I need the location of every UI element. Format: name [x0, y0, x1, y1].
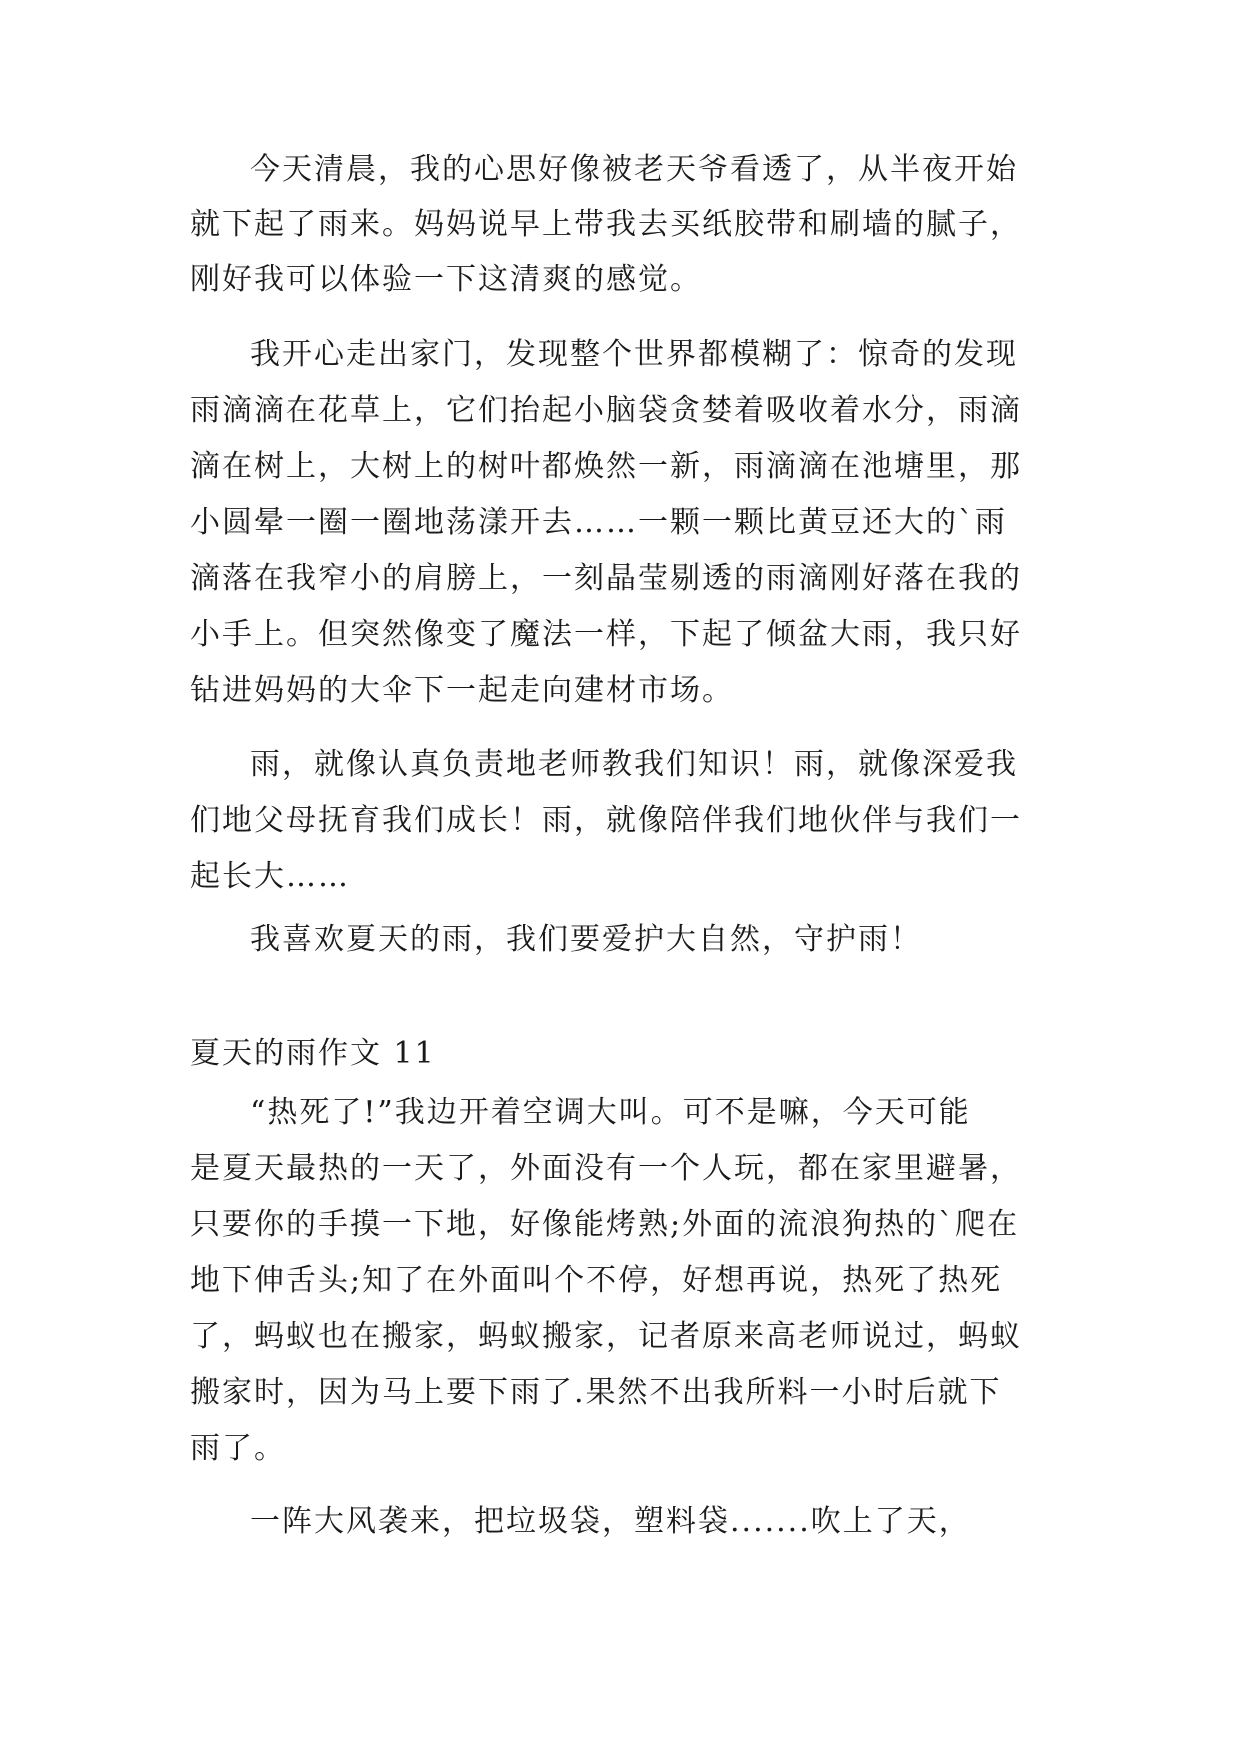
paragraph-line: 滴落在我窄小的肩膀上，一刻晶莹剔透的雨滴刚好落在我的 — [190, 561, 1022, 596]
paragraph-line: 搬家时，因为马上要下雨了.果然不出我所料一小时后就下 — [190, 1375, 1002, 1410]
paragraph-line: 起长大…… — [190, 859, 350, 894]
paragraph-line: 只要你的手摸一下地，好像能烤熟;外面的流浪狗热的`爬在 — [190, 1207, 1020, 1242]
section-heading: 夏天的雨作文 11 — [190, 1036, 436, 1071]
paragraph-line: 我开心走出家门，发现整个世界都模糊了：惊奇的发现 — [250, 337, 1018, 372]
paragraph-line: 小圆晕一圈一圈地荡漾开去……一颗一颗比黄豆还大的`雨 — [190, 505, 1007, 540]
paragraph-line: 今天清晨，我的心思好像被老天爷看透了，从半夜开始 — [250, 152, 1018, 187]
paragraph-line: 一阵大风袭来，把垃圾袋，塑料袋.......吹上了天， — [250, 1504, 971, 1539]
paragraph-line: 们地父母抚育我们成长！雨，就像陪伴我们地伙伴与我们一 — [190, 803, 1022, 838]
paragraph-line: 滴在树上，大树上的树叶都焕然一新，雨滴滴在池塘里，那 — [190, 449, 1022, 484]
paragraph-line: 我喜欢夏天的雨，我们要爱护大自然，守护雨！ — [250, 922, 922, 957]
paragraph-line: 雨，就像认真负责地老师教我们知识！雨，就像深爱我 — [250, 747, 1018, 782]
paragraph-line: 雨滴滴在花草上，它们抬起小脑袋贪婪着吸收着水分，雨滴 — [190, 393, 1022, 428]
paragraph-line: 了，蚂蚁也在搬家，蚂蚁搬家，记者原来高老师说过，蚂蚁 — [190, 1319, 1022, 1354]
paragraph-line: 刚好我可以体验一下这清爽的感觉。 — [190, 262, 702, 297]
paragraph-line: 钻进妈妈的大伞下一起走向建材市场。 — [190, 673, 734, 708]
paragraph-line: 地下伸舌头;知了在外面叫个不停，好想再说，热死了热死 — [190, 1263, 1003, 1298]
paragraph-line: 小手上。但突然像变了魔法一样，下起了倾盆大雨，我只好 — [190, 617, 1022, 652]
paragraph-line: “热死了!”我边开着空调大叫。可不是嘛，今天可能 — [250, 1095, 971, 1130]
paragraph-line: 雨了。 — [190, 1431, 286, 1466]
paragraph-line: 就下起了雨来。妈妈说早上带我去买纸胶带和刷墙的腻子， — [190, 207, 1022, 242]
paragraph-line: 是夏天最热的一天了，外面没有一个人玩，都在家里避暑， — [190, 1151, 1022, 1186]
